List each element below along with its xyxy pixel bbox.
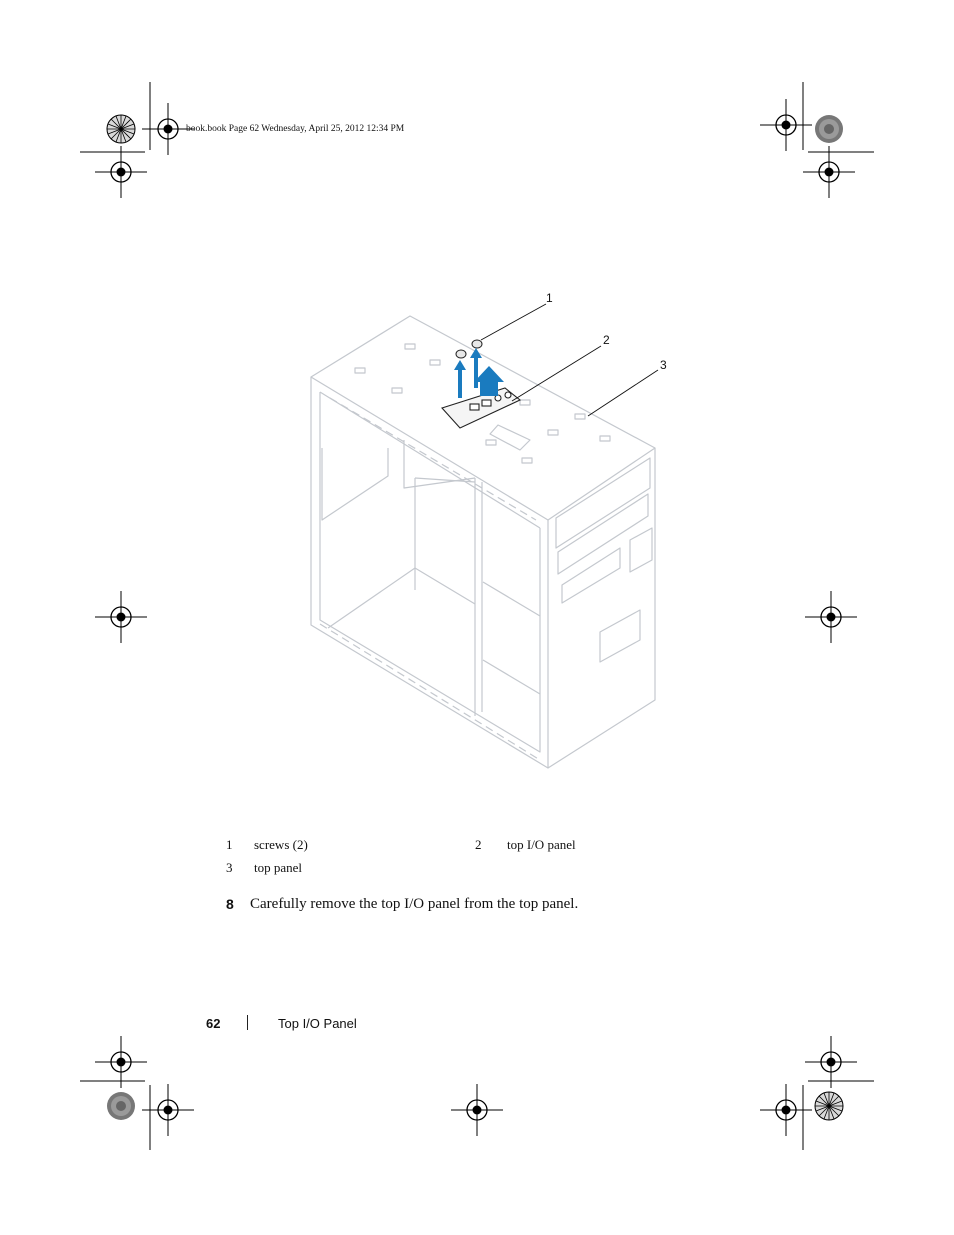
legend-label: top I/O panel	[507, 837, 576, 852]
step-number: 8	[226, 896, 234, 912]
legend-label: screws (2)	[254, 837, 308, 852]
callout-2: 2	[603, 333, 610, 347]
step-text: Carefully remove the top I/O panel from the top panel.	[250, 896, 579, 912]
print-header: book.book Page 62 Wednesday, April 25, 2012 12:34 PM	[186, 124, 405, 134]
chassis-front-face	[548, 448, 655, 768]
legend-label: top panel	[254, 860, 303, 875]
legend-num: 3	[226, 860, 233, 875]
callout-1: 1	[546, 291, 553, 305]
legend-num: 1	[226, 837, 233, 852]
legend-num: 2	[475, 837, 482, 852]
callout-3: 3	[660, 358, 667, 372]
footer-section-title: Top I/O Panel	[278, 1016, 357, 1031]
page-number: 62	[206, 1016, 221, 1031]
footer-separator	[247, 1015, 248, 1030]
chassis-left-edge	[311, 377, 548, 768]
